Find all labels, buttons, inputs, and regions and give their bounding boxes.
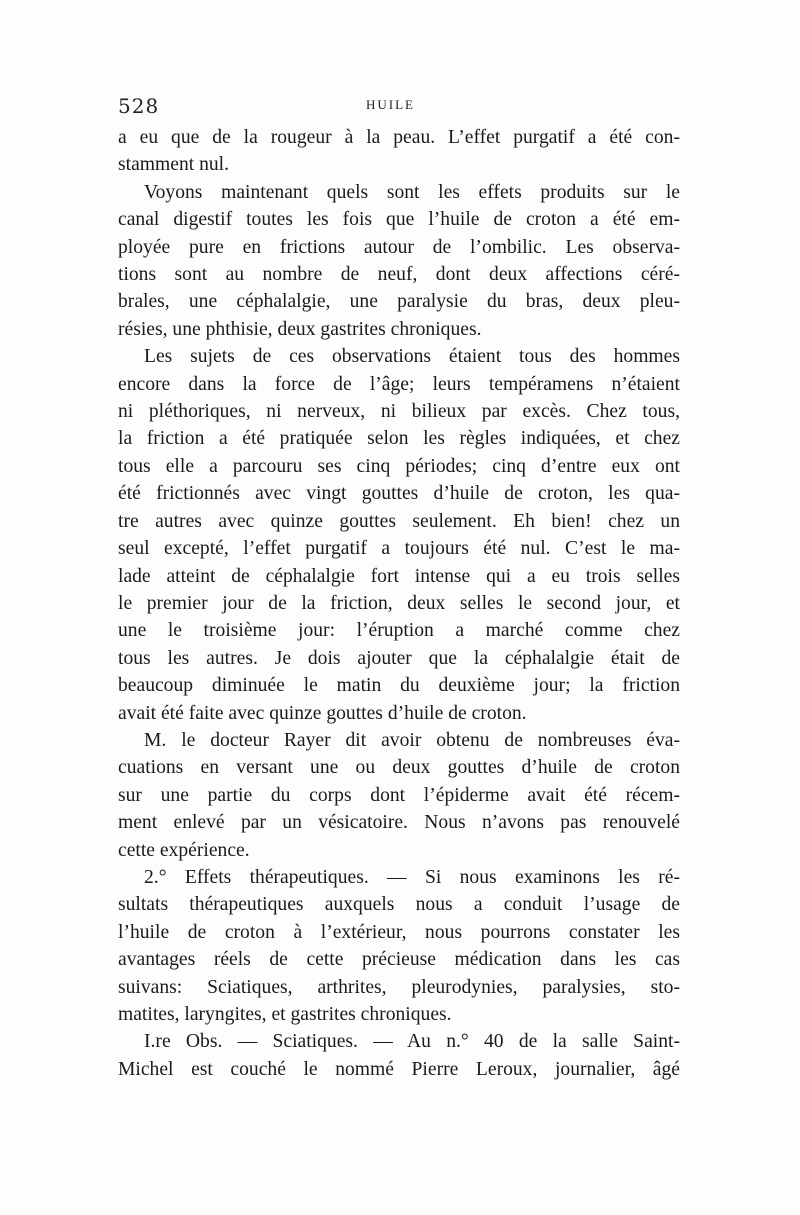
text-line: la friction a été pratiquée selon les règles indiquées, et chez xyxy=(118,428,680,450)
text-line: l’huile de croton à l’extérieur, nous pourrons constater les xyxy=(118,921,680,943)
text-line: 2.° Effets thérapeutiques. — Si nous examinons les ré- xyxy=(144,866,680,888)
text-line: sur une partie du corps dont l’épiderme avait été récem- xyxy=(118,784,680,806)
text-line: tous les autres. Je dois ajouter que la céphalalgie était de xyxy=(118,647,680,669)
text-line: Michel est couché le nommé Pierre Leroux, journalier, âgé xyxy=(118,1058,680,1080)
text-line: cuations en versant une ou deux gouttes d’huile de croton xyxy=(118,757,680,779)
text-line: matites, laryngites, et gastrites chroniques. xyxy=(118,1004,452,1025)
text-line: avantages réels de cette précieuse médication dans les cas xyxy=(118,949,680,971)
text-line: tions sont au nombre de neuf, dont deux affections céré- xyxy=(118,264,680,286)
text-line: tre autres avec quinze gouttes seulement. Eh bien! chez un xyxy=(118,510,680,532)
text-line: stamment nul. xyxy=(118,154,230,176)
text-line: M. le docteur Rayer dit avoir obtenu de nombreuses éva- xyxy=(144,729,680,751)
text-line: Les sujets de ces observations étaient tous des hommes xyxy=(144,346,680,368)
text-line: ment enlevé par un vésicatoire. Nous n’avons pas renouvelé xyxy=(118,812,680,834)
text-line: tous elle a parcouru ses cinq périodes; cinq d’entre eux ont xyxy=(118,455,680,477)
text-line: le premier jour de la friction, deux selles le second jour, et xyxy=(118,592,680,614)
text-line: sultats thérapeutiques auxquels nous a conduit l’usage de xyxy=(118,894,680,916)
paragraph xyxy=(118,179,680,343)
text-line: seul excepté, l’effet purgatif a toujours été nul. C’est le ma- xyxy=(118,538,680,560)
paragraph xyxy=(118,1028,680,1083)
running-head: HUILE xyxy=(366,97,415,112)
text-line: lade atteint de céphalalgie fort intense qui a eu trois selles xyxy=(118,565,680,587)
paragraph xyxy=(118,864,680,1028)
text-line: I.re Obs. — Sciatiques. — Au n.° 40 de la salle Saint- xyxy=(144,1031,680,1053)
text-line: encore dans la force de l’âge; leurs tempéramens n’étaient xyxy=(118,373,680,395)
text-line: une le troisième jour: l’éruption a marché comme chez xyxy=(118,620,680,642)
text-line: résies, une phthisie, deux gastrites chroniques. xyxy=(118,318,482,340)
text-line: ployée pure en frictions autour de l’ombilic. Les observa- xyxy=(118,236,680,258)
text-line: été frictionnés avec vingt gouttes d’huile de croton, les qua- xyxy=(118,483,680,505)
text-line: ni pléthoriques, ni nerveux, ni bilieux par excès. Chez tous, xyxy=(118,401,680,423)
page-number: 528 xyxy=(118,94,160,118)
paragraph xyxy=(118,727,680,864)
text-line: canal digestif toutes les fois que l’huile de croton a été em- xyxy=(118,209,680,231)
text-line: cette expérience. xyxy=(118,839,250,861)
paragraph xyxy=(118,343,680,727)
text-line: beaucoup diminuée le matin du deuxième jour; la friction xyxy=(118,675,680,697)
body-text xyxy=(118,124,680,1083)
text-line: avait été faite avec quinze gouttes d’huile de croton. xyxy=(118,702,527,724)
paragraph xyxy=(118,124,680,179)
text-line: brales, une céphalalgie, une paralysie du bras, deux pleu- xyxy=(118,291,680,313)
page-header xyxy=(118,94,680,122)
text-line: a eu que de la rougeur à la peau. L’effet purgatif a été con- xyxy=(118,127,680,148)
text-line: suivans: Sciatiques, arthrites, pleurodynies, paralysies, sto- xyxy=(118,976,680,998)
text-line: Voyons maintenant quels sont les effets produits sur le xyxy=(144,181,680,203)
